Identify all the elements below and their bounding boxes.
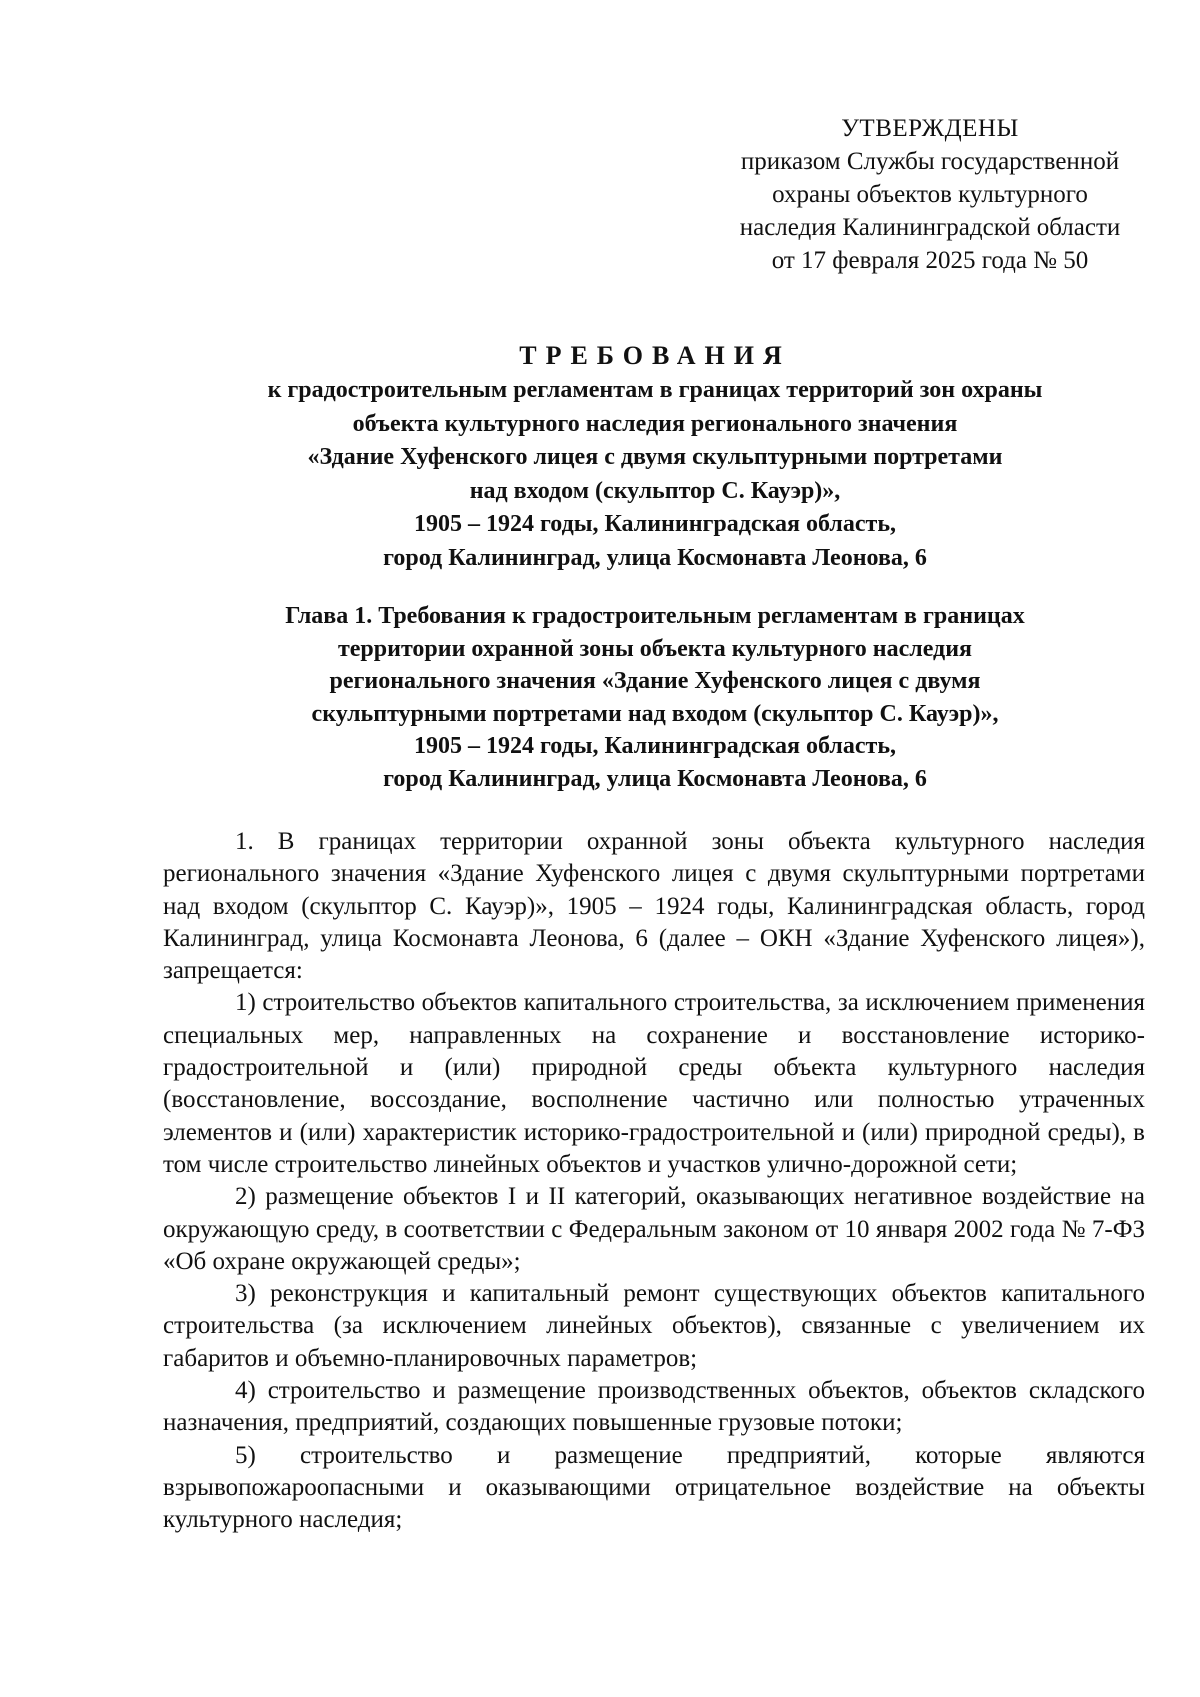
- chapter-line: регионального значения «Здание Хуфенского лицея с двумя: [329, 668, 981, 694]
- chapter-heading: [160, 600, 1150, 795]
- chapter-line: Глава 1. Требования к градостроительным регламентам в границах: [285, 603, 1025, 629]
- title-line: к градостроительным регламентам в границах территорий зон охраны: [267, 377, 1043, 403]
- list-item: 3) реконструкция и капитальный ремонт существующих объектов капитального строительства (за исключением линейных объектов), связанные с увеличением их габаритов и объемно-планировочных параметров;: [163, 1280, 1145, 1372]
- document-type-heading: ТРЕБОВАНИЯ: [519, 341, 791, 370]
- title-line: объекта культурного наследия регионального значения: [352, 410, 958, 437]
- chapter-line: территории охранной зоны объекта культурного наследия: [337, 635, 973, 662]
- body-text: [163, 826, 1145, 1537]
- title-line: «Здание Хуфенского лицея с двумя скульптурными портретами: [307, 444, 1003, 470]
- approval-line: охраны объектов культурного: [772, 181, 1088, 208]
- list-item: 5) строительство и размещение предприятий, которые являются взрывопожароопасными и оказывающими отрицательное воздействие на объекты культурного наследия;: [163, 1441, 1145, 1534]
- title-line: над входом (скульптор С. Кауэр)»,: [469, 477, 841, 504]
- list-item: 1) строительство объектов капитального строительства, за исключением применения специальных мер, направленных на сохранение и восстановление историко-градостроительной и (или) природной среды объекта культурного наследия (восстановление, воссоздание, восполнение частично или полностью утраченных элементов и (или) характеристик историко-градостроительной и (или) природной среды), в том числе строительство линейных объектов и участков улично-дорожной сети;: [163, 989, 1145, 1178]
- chapter-line: 1905 – 1924 годы, Калининградская область,: [413, 733, 897, 759]
- chapter-line: город Калининград, улица Космонавта Леонова, 6: [383, 765, 927, 792]
- document-title: [160, 338, 1150, 575]
- paragraph: 1. В границах территории охранной зоны объекта культурного наследия регионального значения «Здание Хуфенского лицея с двумя скульптурными портретами над входом (скульптор С. Кауэр)», 1905 – 1924 годы, Калининградская область, город Калининград, улица Космонавта Леонова, 6 (далее – ОКН «Здание Хуфенского лицея»), запрещается:: [163, 828, 1145, 985]
- chapter-line: скульптурными портретами над входом (скульптор С. Кауэр)»,: [311, 700, 999, 727]
- approval-line: наследия Калининградской области: [739, 214, 1121, 241]
- list-item: 4) строительство и размещение производственных объектов, объектов складского назначения, предприятий, создающих повышенные грузовые потоки;: [163, 1377, 1145, 1437]
- list-item: 2) размещение объектов I и II категорий, оказывающих негативное воздействие на окружающую среду, в соответствии с Федеральным законом от 10 января 2002 года № 7-ФЗ «Об охране окружающей среды»;: [163, 1183, 1145, 1275]
- approval-stamp: [700, 112, 1160, 277]
- approval-line: от 17 февраля 2025 года № 50: [771, 247, 1089, 274]
- title-line: 1905 – 1924 годы, Калининградская область,: [413, 511, 897, 537]
- approval-line: приказом Службы государственной: [740, 148, 1120, 175]
- title-line: город Калининград, улица Космонавта Леонова, 6: [383, 544, 927, 571]
- approval-heading: УТВЕРЖДЕНЫ: [841, 115, 1019, 142]
